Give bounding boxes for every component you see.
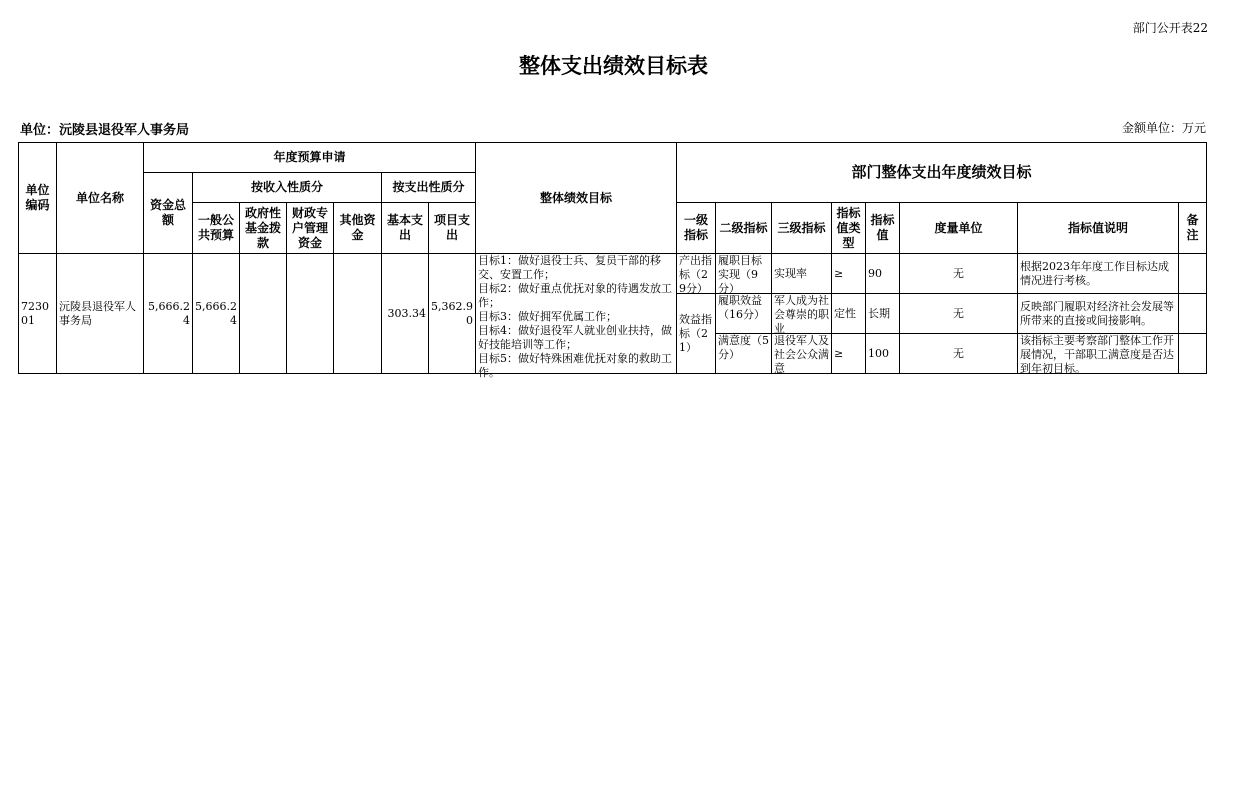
ind-2-remark: [1179, 334, 1207, 374]
ind-1-level3-text: 军人成为社会尊崇的职业: [774, 294, 829, 335]
ind-2-type: ≥: [832, 334, 866, 374]
ind-1-desc: 反映部门履职对经济社会发展等所带来的直接或间接影响。: [1018, 294, 1179, 334]
header-value-desc: 指标值说明: [1018, 203, 1179, 254]
header-unit-code: 单位编码: [19, 143, 57, 254]
header-level1: 一级指标: [677, 203, 716, 254]
cell-other-fund: [334, 254, 382, 374]
cell-special-fund: [287, 254, 334, 374]
cell-total-funds: 5,666.24: [144, 254, 193, 374]
cell-unit-name: 沅陵县退役军人事务局: [57, 254, 144, 374]
header-other-fund: 其他资金: [334, 203, 382, 254]
ind-2-level2: [716, 334, 772, 374]
cell-gov-fund: [240, 254, 287, 374]
ind-1-unit: 无: [900, 294, 1018, 334]
unit-label: 单位：沅陵县退役军人事务局: [20, 123, 190, 138]
header-total-funds: 资金总额: [144, 173, 193, 254]
ind-2-level3-text: 退役军人及社会公众满意: [774, 334, 829, 375]
ind-0-level3: 实现率: [772, 254, 832, 294]
page-title: 整体支出绩效目标表: [519, 54, 708, 78]
header-remark: 备注: [1179, 203, 1207, 254]
ind-2-level2-text: 满意度（5分）: [718, 334, 769, 361]
header-level2: 二级指标: [716, 203, 772, 254]
ind-2-unit: 无: [900, 334, 1018, 374]
cell-basic-expense: 303.34: [382, 254, 429, 374]
overall-goal-text: 目标1：做好退役士兵、复员干部的移交、安置工作； 目标2：做好重点优抚对象的待遇发放工作； 目标3：做好拥军优属工作； 目标4：做好退役军人就业创业扶持，做好技能培训等工作； 目标5：做好特殊困难优抚对象的救助工作。: [478, 254, 672, 379]
ind-1-remark: [1179, 294, 1207, 334]
header-by-expense: 按支出性质分: [382, 173, 476, 203]
performance-table: [18, 142, 1207, 379]
ind-0-value: 90: [866, 254, 900, 294]
header-general-budget: 一般公共预算: [193, 203, 240, 254]
cell-overall-goal: [476, 254, 677, 379]
cell-unit-code: 723001: [19, 254, 57, 374]
header-value: 指标值: [866, 203, 900, 254]
header-dept-goal: 部门整体支出年度绩效目标: [677, 143, 1207, 203]
header-overall-goal: 整体绩效目标: [476, 143, 677, 254]
ind-2-value: 100: [866, 334, 900, 374]
header-gov-fund: 政府性基金拨款: [240, 203, 287, 254]
header-by-income: 按收入性质分: [193, 173, 382, 203]
header-special-fund: 财政专户管理资金: [287, 203, 334, 254]
header-measure-unit: 度量单位: [900, 203, 1018, 254]
ind-1-level2-text: 履职效益（16分）: [718, 294, 765, 321]
header-value-type: 指标值类型: [832, 203, 866, 254]
ind-0-level2-text: 履职目标实现（9分）: [718, 254, 762, 295]
ind-0-type: ≥: [832, 254, 866, 294]
header-project-expense: 项目支出: [429, 203, 476, 254]
header-level3: 三级指标: [772, 203, 832, 254]
cell-general-budget: 5,666.24: [193, 254, 240, 374]
ind-1-level3: [772, 294, 832, 334]
amount-unit-label: 金额单位：万元: [1121, 121, 1206, 135]
ind-2-level3: [772, 334, 832, 374]
ind-0-level1: [677, 254, 716, 294]
header-budget-request: 年度预算申请: [144, 143, 476, 173]
cell-project-expense: 5,362.90: [429, 254, 476, 374]
ind-0-unit: 无: [900, 254, 1018, 294]
ind-1-level1-text: 效益指标（21）: [679, 312, 712, 354]
form-number: 部门公开表22: [1132, 21, 1208, 35]
ind-1-level2: [716, 294, 772, 334]
ind-0-level1-text: 产出指标（29分）: [679, 254, 712, 295]
ind-2-desc: [1018, 334, 1179, 374]
header-basic-expense: 基本支出: [382, 203, 429, 254]
ind-0-level2: [716, 254, 772, 294]
ind-2-desc-text: 该指标主要考察部门整体工作开展情况，干部职工满意度是否达到年初目标。: [1020, 334, 1174, 375]
ind-0-remark: [1179, 254, 1207, 294]
ind-0-desc: 根据2023年年度工作目标达成情况进行考核。: [1018, 254, 1179, 294]
ind-1-level1: [677, 294, 716, 374]
ind-1-type: 定性: [832, 294, 866, 334]
ind-1-value: 长期: [866, 294, 900, 334]
header-unit-name: 单位名称: [57, 143, 144, 254]
